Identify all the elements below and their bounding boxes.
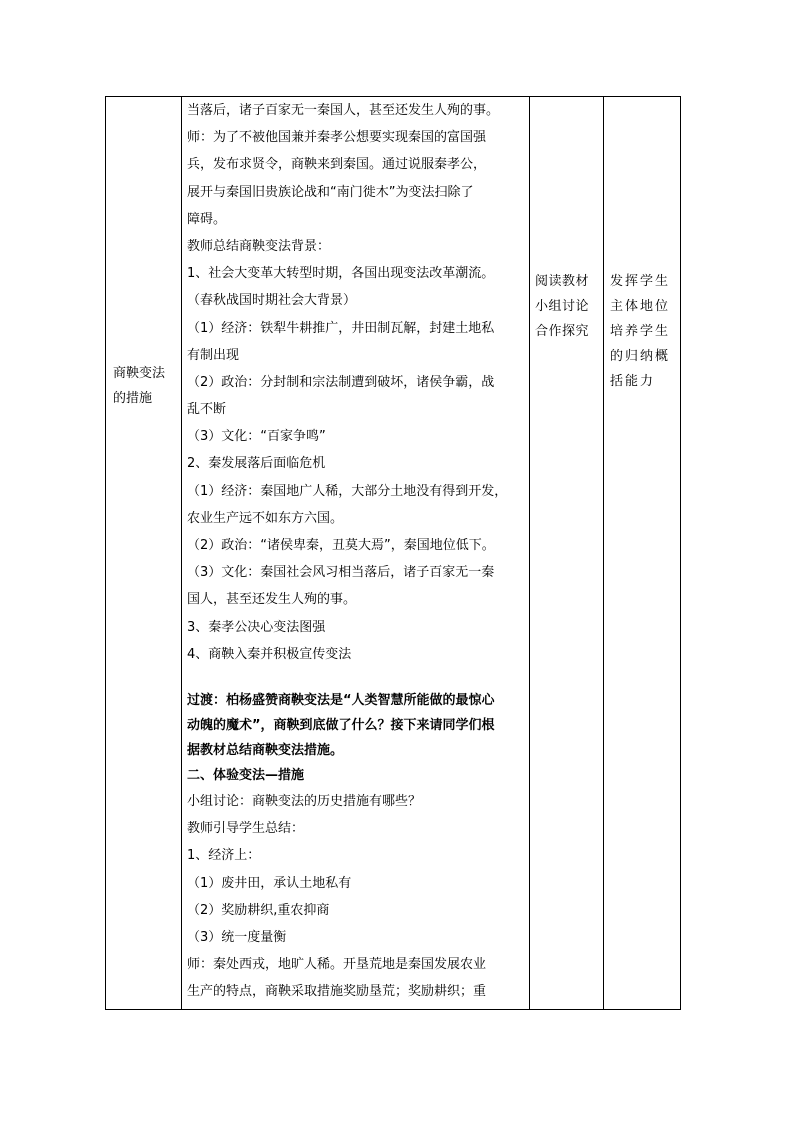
content-line: 生产的特点，商鞅采取措施奖励垦荒；奖励耕织；重 bbox=[187, 984, 487, 1000]
content-block-transition bbox=[187, 688, 525, 788]
content-line: 二、体验变法—措施 bbox=[187, 767, 305, 783]
spacer bbox=[187, 668, 525, 688]
topic-line: 的措施 bbox=[113, 391, 153, 406]
intent-line: 括能力 bbox=[610, 374, 656, 389]
content-line: （1）经济：秦国地广人稀，大部分土地没有得到开发， bbox=[187, 483, 508, 499]
intent-cell bbox=[603, 269, 682, 394]
intent-line: 主体地位 bbox=[610, 299, 671, 314]
content-line: 当落后，诸子百家无一秦国人，甚至还发生人殉的事。 bbox=[187, 103, 500, 118]
content-line: 教师总结商鞅变法背景： bbox=[187, 238, 331, 254]
content-line: 障碍。 bbox=[187, 211, 227, 227]
intent-line: 的归纳概 bbox=[610, 349, 671, 364]
content-line: 1、经济上： bbox=[187, 848, 261, 864]
content-line: 据教材总结商鞅变法措施。 bbox=[187, 742, 344, 758]
content-line: 师：秦处西戎，地旷人稀。开垦荒地是秦国发展农业 bbox=[187, 957, 487, 973]
content-line: 动魄的魔术”，商鞅到底做了什么？接下来请同学们根 bbox=[187, 717, 495, 733]
content-line: （3）文化：“百家争鸣” bbox=[187, 429, 326, 445]
content-cell bbox=[181, 97, 529, 1005]
content-line: （2）政治：“诸侯卑秦，丑莫大焉”，秦国地位低下。 bbox=[187, 538, 495, 553]
content-line: 过渡：柏杨盛赞商鞅变法是“人类智慧所能做的最惊心 bbox=[187, 692, 495, 708]
content-line: 小组讨论：商鞅变法的历史措施有哪些？ bbox=[187, 793, 422, 809]
content-line: 2、秦发展落后面临危机 bbox=[187, 456, 326, 472]
content-line: 兵，发布求贤令，商鞅来到秦国。通过说服秦孝公， bbox=[187, 157, 487, 173]
content-line: （1）经济：铁犁牛耕推广，井田制瓦解，封建土地私 bbox=[187, 320, 495, 336]
topic-cell bbox=[106, 361, 181, 411]
content-line: 师：为了不被他国兼并秦孝公想要实现秦国的富国强 bbox=[187, 130, 487, 146]
content-line: 乱不断 bbox=[187, 402, 227, 418]
content-line: 展开与秦国旧贵族论战和“南门徙木”为变法扫除了 bbox=[187, 184, 474, 200]
content-line: （1）废井田，承认土地私有 bbox=[187, 875, 352, 891]
column-divider bbox=[603, 97, 604, 1009]
method-line: 小组讨论 bbox=[535, 299, 590, 314]
column-divider bbox=[529, 97, 530, 1009]
method-line: 合作探究 bbox=[535, 324, 590, 339]
lesson-plan-table bbox=[105, 96, 681, 1010]
topic-line: 商鞅变法 bbox=[113, 366, 166, 381]
content-line: 3、秦孝公决心变法图强 bbox=[187, 619, 326, 635]
intent-line: 发挥学生 bbox=[610, 274, 671, 289]
intent-line: 培养学生 bbox=[610, 324, 671, 339]
content-line: 4、商鞅入秦并积极宣传变法 bbox=[187, 646, 352, 662]
content-line: （春秋战国时期社会大背景） bbox=[187, 293, 357, 309]
content-line: （3）文化：秦国社会风习相当落后，诸子百家无一秦 bbox=[187, 565, 495, 581]
content-line: 农业生产远不如东方六国。 bbox=[187, 510, 344, 526]
method-line: 阅读教材 bbox=[535, 274, 590, 289]
method-cell bbox=[529, 269, 603, 344]
content-block-measures bbox=[187, 788, 525, 1006]
content-line: 有制出现 bbox=[187, 347, 240, 363]
content-line: （2）政治：分封制和宗法制遭到破坏，诸侯争霸，战 bbox=[187, 374, 495, 390]
content-line: （2）奖励耕织,重农抑商 bbox=[187, 902, 330, 918]
content-line: 教师引导学生总结： bbox=[187, 821, 305, 837]
content-line: 1、社会大变革大转型时期，各国出现变法改革潮流。 bbox=[187, 266, 495, 282]
content-line: 国人，甚至还发生人殉的事。 bbox=[187, 592, 357, 608]
content-block-background bbox=[187, 97, 525, 668]
content-line: （3）统一度量衡 bbox=[187, 929, 287, 945]
